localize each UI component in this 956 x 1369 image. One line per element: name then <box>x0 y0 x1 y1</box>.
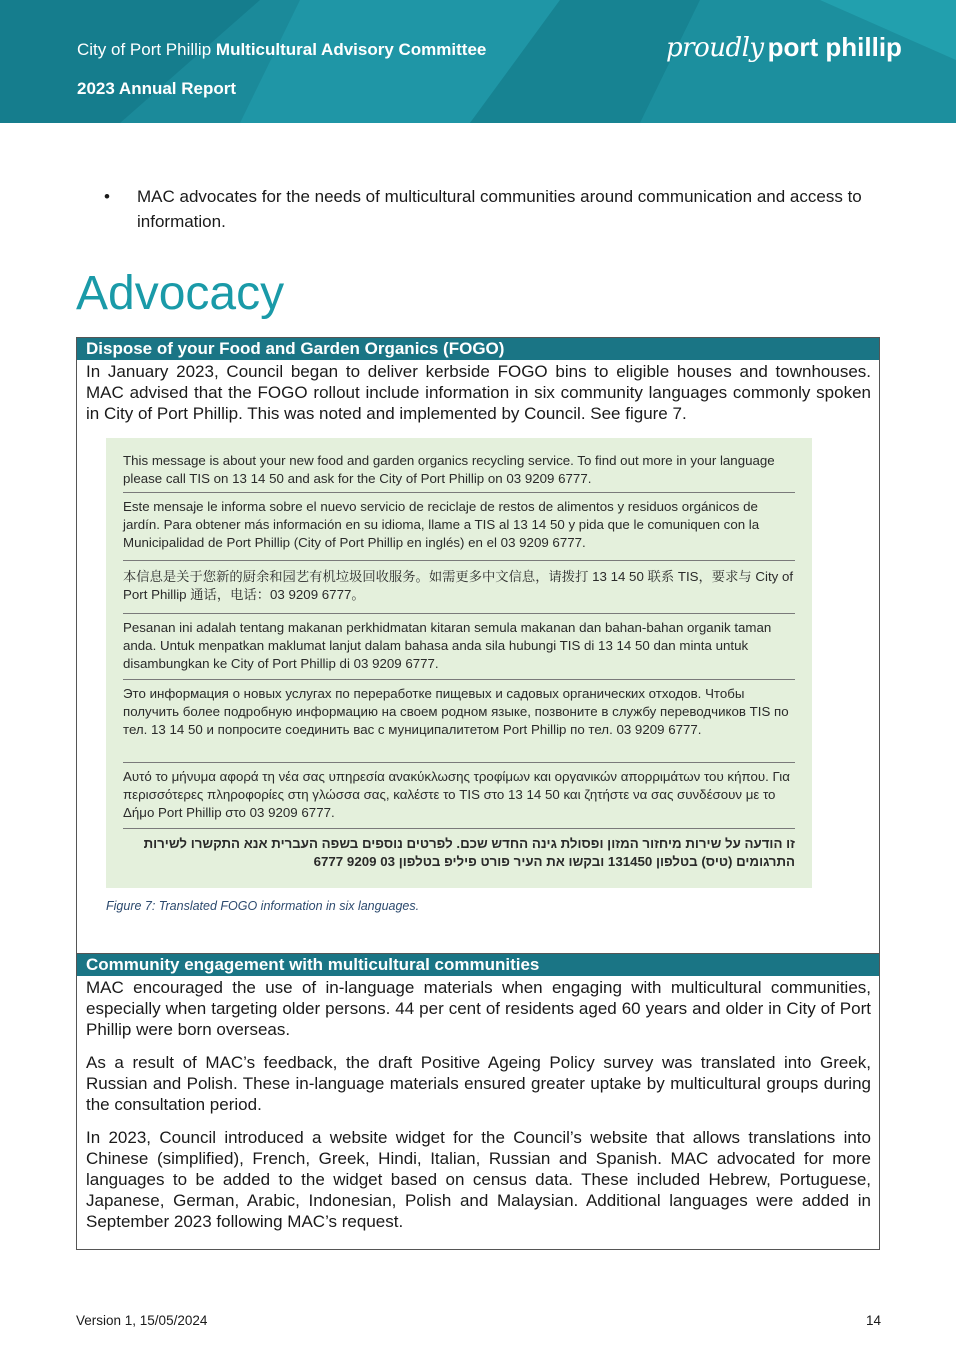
bullet-item <box>104 184 864 234</box>
divider <box>123 492 795 493</box>
divider <box>123 679 795 680</box>
community-paragraph: In 2023, Council introduced a website widget for the Council’s website that allows translations into Chinese (simplified), French, Greek, Hindi, Italian, Russian and Spanish. MAC advocated for more languages to be added to the widget based on census data. These included Hebrew, Portuguese, Japanese, German, Arabic, Indonesian, Polish and Malaysian. Additional languages were added in September 2023 following MAC’s request. <box>86 1128 871 1231</box>
message-malay: Pesanan ini adalah tentang makanan perkhidmatan kitaran semula makanan dan bahan-bahan organik taman anda. Untuk menpatkan maklumat lanjut dalam bahasa anda sila hubungi TIS di 13 14 50 dan minta untuk disambungkan ke City of Port Phillip di 03 9209 6777. <box>123 620 772 671</box>
fogo-translation-figure <box>106 438 812 888</box>
message-english: This message is about your new food and garden organics recycling service. To find out more in your language please call TIS on 13 14 50 and ask for the City of Port Phillip on 03 9209 6777. <box>123 453 775 486</box>
header-org: City of Port Phillip <box>77 40 212 59</box>
footer-version: Version 1, 15/05/2024 <box>76 1313 208 1328</box>
header-committee: Multicultural Advisory Committee <box>215 40 487 59</box>
page-number: 14 <box>866 1313 882 1328</box>
community-heading: Community engagement with multicultural communities <box>77 954 879 976</box>
community-paragraph: MAC encouraged the use of in-language materials when engaging with multicultural communities, especially when targeting older persons. 44 per cent of residents aged 60 years and older in City of Port Phillip were born overseas. <box>86 978 871 1039</box>
divider <box>123 613 795 614</box>
header-title <box>77 40 486 60</box>
message-spanish: Este mensaje le informa sobre el nuevo servicio de reciclaje de restos de alimentos y residuos orgánicos de jardín. Para obtener más información en su idioma, llame a TIS al 13 14 50 y pida que le comuniquen con la Municipalidad de Port Phillip (City of Port Phillip en inglés) en el 03 9209 6777. <box>123 499 760 550</box>
community-box <box>76 954 880 1250</box>
logo-script: proudly <box>666 33 764 63</box>
fogo-box <box>76 337 880 954</box>
divider <box>123 828 795 829</box>
bullet-dot-icon: • <box>104 187 110 206</box>
header-report: 2023 Annual Report <box>77 79 237 98</box>
message-chinese: 本信息是关于您新的厨余和园艺有机垃圾回收服务。如需更多中文信息，请拨打 13 14 50 联系 TIS，要求与 City of Port Phillip 通话，电话：03 9209 6777。 <box>123 569 794 602</box>
proudly-port-phillip-logo <box>666 32 902 63</box>
fogo-heading: Dispose of your Food and Garden Organics (FOGO) <box>77 338 879 360</box>
message-russian: Это информация о новых услугах по переработке пищевых и садовых органических отходов. Чтобы получить более подробную информацию на своем родном языке, позвоните в службу переводчиков TIS по тел. 13 14 50 и попросите соединить вас с муниципалитетом Port Phillip по тел. 03 9209 6777. <box>123 686 789 737</box>
bullet-text: MAC advocates for the needs of multicultural communities around communication and access to information. <box>137 187 862 231</box>
message-hebrew: זו הודעה על שירות מיחזור המזון ופסולת גינה החדש שכם. לפרטים נוספים בשפה העברית אנא התקשרו לשירות התרגומים (טיס) בטלפון 131450 ובקשו את העיר פורט פיליפ בטלפון 03 9209 6777 <box>143 836 795 869</box>
fogo-body: In January 2023, Council began to deliver kerbside FOGO bins to eligible houses and townhouses. MAC advised that the FOGO rollout include information in six community languages commonly spoken in City of Port Phillip. This was noted and implemented by Council. See figure 7. <box>86 362 871 423</box>
divider <box>123 762 795 763</box>
figure-caption: Figure 7: Translated FOGO information in six languages. <box>106 899 420 913</box>
section-title: Advocacy <box>76 267 285 320</box>
community-paragraph: As a result of MAC’s feedback, the draft Positive Ageing Policy survey was translated into Greek, Russian and Polish. These in-language materials ensured greater uptake by multicultural groups during the consultation period. <box>86 1053 871 1114</box>
page-header <box>0 0 956 123</box>
logo-brand: port phillip <box>767 32 902 62</box>
divider <box>123 560 795 561</box>
message-greek: Αυτό το μήνυμα αφορά τη νέα σας υπηρεσία ανακύκλωσης τροφίμων και οργανικών απορριμάτων του κήπου. Για περισσότερες πληροφορίες στη γλώσσα σας, καλέστε το TIS στο 13 14 50 και ζητήστε να σας συνδέσουν με το Δήμο Port Phillip στο 03 9209 6777. <box>123 769 790 820</box>
community-body <box>77 976 879 1232</box>
